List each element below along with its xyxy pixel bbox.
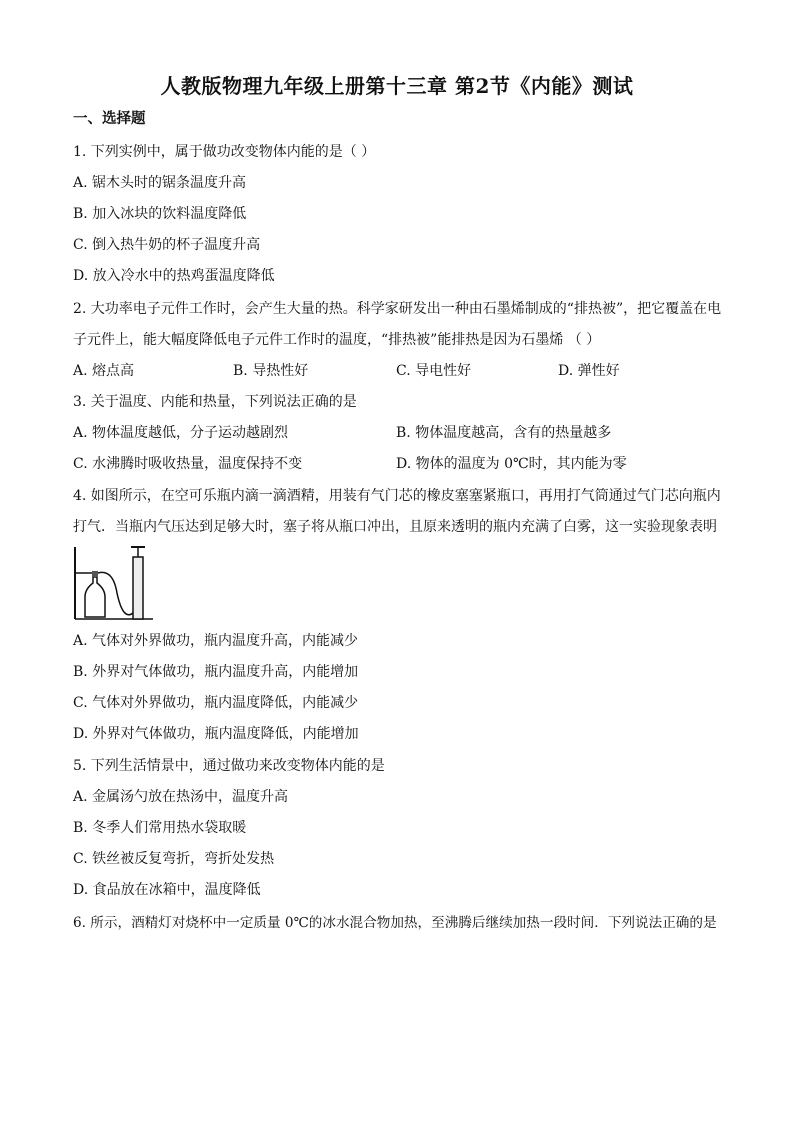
question-1-option-b: B. 加入冰块的饮料温度降低	[73, 206, 247, 222]
question-1-option-d: D. 放入冷水中的热鸡蛋温度降低	[73, 268, 275, 284]
question-1-option-a: A. 锯木头时的锯条温度升高	[73, 175, 247, 191]
question-5-option-b: B. 冬季人们常用热水袋取暖	[73, 820, 247, 836]
question-4-stem-line-2: 打气．当瓶内气压达到足够大时，塞子将从瓶口冲出，且原来透明的瓶内充满了白雾，这一实验现象表明	[73, 519, 717, 535]
question-4-option-b: B. 外界对气体做功，瓶内温度升高，内能增加	[73, 664, 359, 680]
question-5-option-c: C. 铁丝被反复弯折，弯折处发热	[73, 851, 275, 867]
page-title: 人教版物理九年级上册第十三章 第2节《内能》测试	[160, 74, 634, 98]
question-4-option-a: A. 气体对外界做功，瓶内温度升高，内能减少	[73, 633, 359, 649]
rubber-stopper-icon	[92, 571, 98, 577]
bottle-pump-figure	[73, 543, 163, 623]
question-2-stem-line-2: 子元件上，能大幅度降低电子元件工作时的温度，“排热被”能排热是因为石墨烯 （ ）	[73, 332, 601, 348]
question-3-option-b: B. 物体温度越高，含有的热量越多	[396, 425, 612, 441]
air-pump-icon	[133, 557, 143, 619]
question-5-stem: 5. 下列生活情景中，通过做功来改变物体内能的是	[73, 758, 385, 774]
question-5-option-a: A. 金属汤勺放在热汤中，温度升高	[73, 789, 289, 805]
question-1-stem: 1. 下列实例中，属于做功改变物体内能的是（ ）	[73, 144, 376, 160]
question-4-option-d: D. 外界对气体做功，瓶内温度降低，内能增加	[73, 726, 359, 742]
question-6-stem: 6. 所示，酒精灯对烧杯中一定质量 0℃的冰水混合物加热，至沸腾后继续加热一段时间．下列说法正确的是	[73, 915, 717, 931]
question-5-option-d: D. 食品放在冰箱中，温度降低	[73, 882, 261, 898]
question-4-option-c: C. 气体对外界做功，瓶内温度降低，内能减少	[73, 695, 359, 711]
question-3-option-c: C. 水沸腾时吸收热量，温度保持不变	[73, 456, 303, 472]
question-1-option-c: C. 倒入热牛奶的杯子温度升高	[73, 237, 261, 253]
question-2-option-d: D. 弹性好	[558, 363, 620, 379]
section-heading: 一、选择题	[73, 110, 146, 127]
question-2-option-b: B. 导热性好	[233, 363, 309, 379]
question-3-stem: 3. 关于温度、内能和热量，下列说法正确的是	[73, 394, 357, 410]
question-2-option-c: C. 导电性好	[396, 363, 472, 379]
question-4-stem-line-1: 4. 如图所示，在空可乐瓶内滴一滴酒精，用装有气门芯的橡皮塞塞紧瓶口，再用打气筒通过气门芯向瓶内	[73, 488, 721, 504]
question-3-option-d: D. 物体的温度为 0℃时，其内能为零	[396, 456, 627, 472]
question-3-option-a: A. 物体温度越低，分子运动越剧烈	[73, 425, 289, 441]
question-2-stem-line-1: 2. 大功率电子元件工作时，会产生大量的热。科学家研发出一种由石墨烯制成的“排热被”，把它覆盖在电	[73, 301, 722, 317]
bottle-icon	[85, 577, 105, 617]
question-2-option-a: A. 熔点高	[73, 363, 135, 379]
